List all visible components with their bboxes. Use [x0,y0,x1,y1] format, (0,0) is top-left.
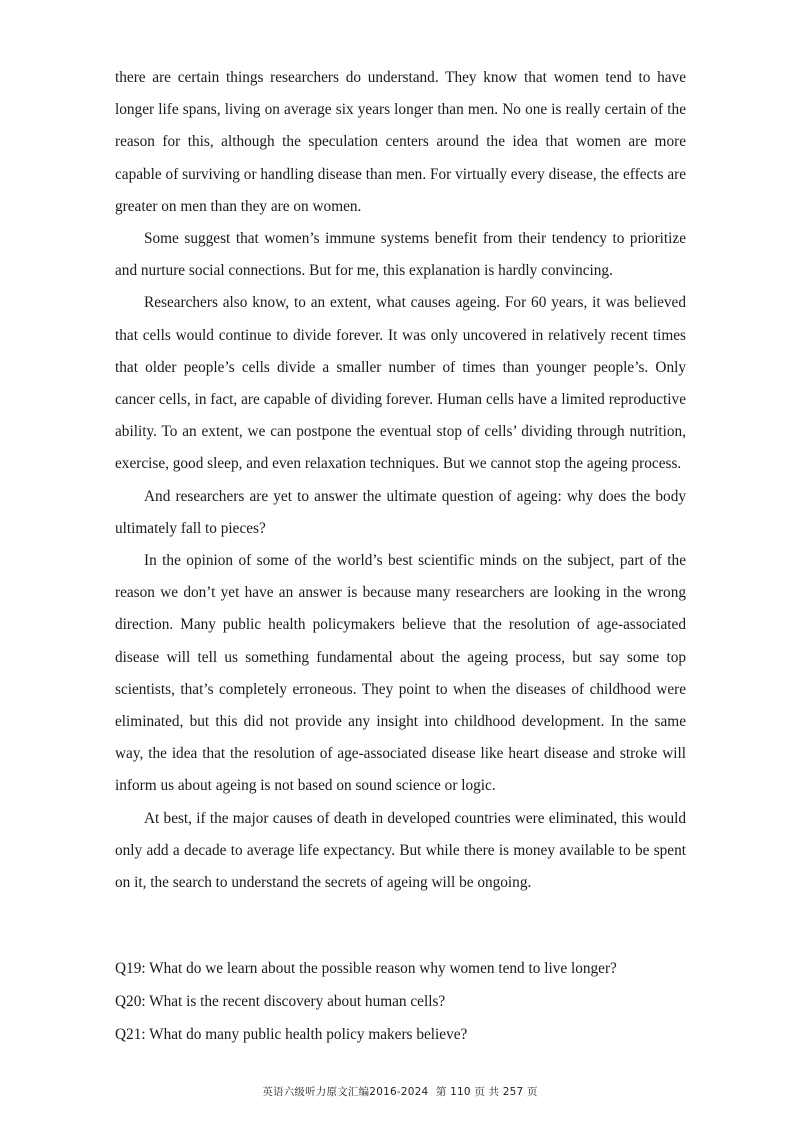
paragraph: And researchers are yet to answer the ultimate question of ageing: why does the body ultimately fall to pieces? [115,487,686,537]
paragraph: At best, if the major causes of death in developed countries were eliminated, this would only add a decade to average life expectancy. But while there is money available to be spent on it, the search to understand the secrets of ageing will be ongoing. [115,809,686,892]
paragraph: there are certain things researchers do understand. They know that women tend to have longer life spans, living on average six years longer than men. No one is really certain of the reason for this, although the speculation centers around the idea that women are more capable of surviving or handling disease than men. For virtually every disease, the effects are greater on men than they are on women. [115,69,686,215]
transcript-body [115,62,686,899]
paragraph: In the opinion of some of the world’s best scientific minds on the subject, part of the reason we don’t yet have an answer is because many researchers are looking in the wrong direction. Many public health policymakers believe that the resolution of age-associated disease will tell us something fundamental about the ageing process, but say some top scientists, that’s completely erroneous. They point to when the diseases of childhood were eliminated, but this did not provide any insight into childhood development. In the same way, the idea that the resolution of age-associated disease like heart disease and stroke will inform us about ageing is not based on sound science or logic. [115,552,686,795]
question-q20: Q20: What is the recent discovery about human cells? [115,993,446,1010]
footer-page-info: 第 110 页 共 257 页 [435,1086,538,1098]
page-footer [0,1084,800,1099]
footer-title: 英语六级听力原文汇编2016-2024 [262,1086,429,1098]
paragraph: Some suggest that women’s immune systems benefit from their tendency to prioritize and nurture social connections. But for me, this explanation is hardly convincing. [115,230,686,280]
question-q19: Q19: What do we learn about the possible reason why women tend to live longer? [115,960,617,977]
question-list [115,952,686,1051]
question-q21: Q21: What do many public health policy makers believe? [115,1026,468,1043]
paragraph: Researchers also know, to an extent, what causes ageing. For 60 years, it was believed that cells would continue to divide forever. It was only uncovered in relatively recent times that older people’s cells divide a smaller number of times than younger people’s. Only cancer cells, in fact, are capable of dividing forever. Human cells have a limited reproductive ability. To an extent, we can postpone the eventual stop of cells’ dividing through nutrition, exercise, good sleep, and even relaxation techniques. But we cannot stop the ageing process. [115,294,686,473]
